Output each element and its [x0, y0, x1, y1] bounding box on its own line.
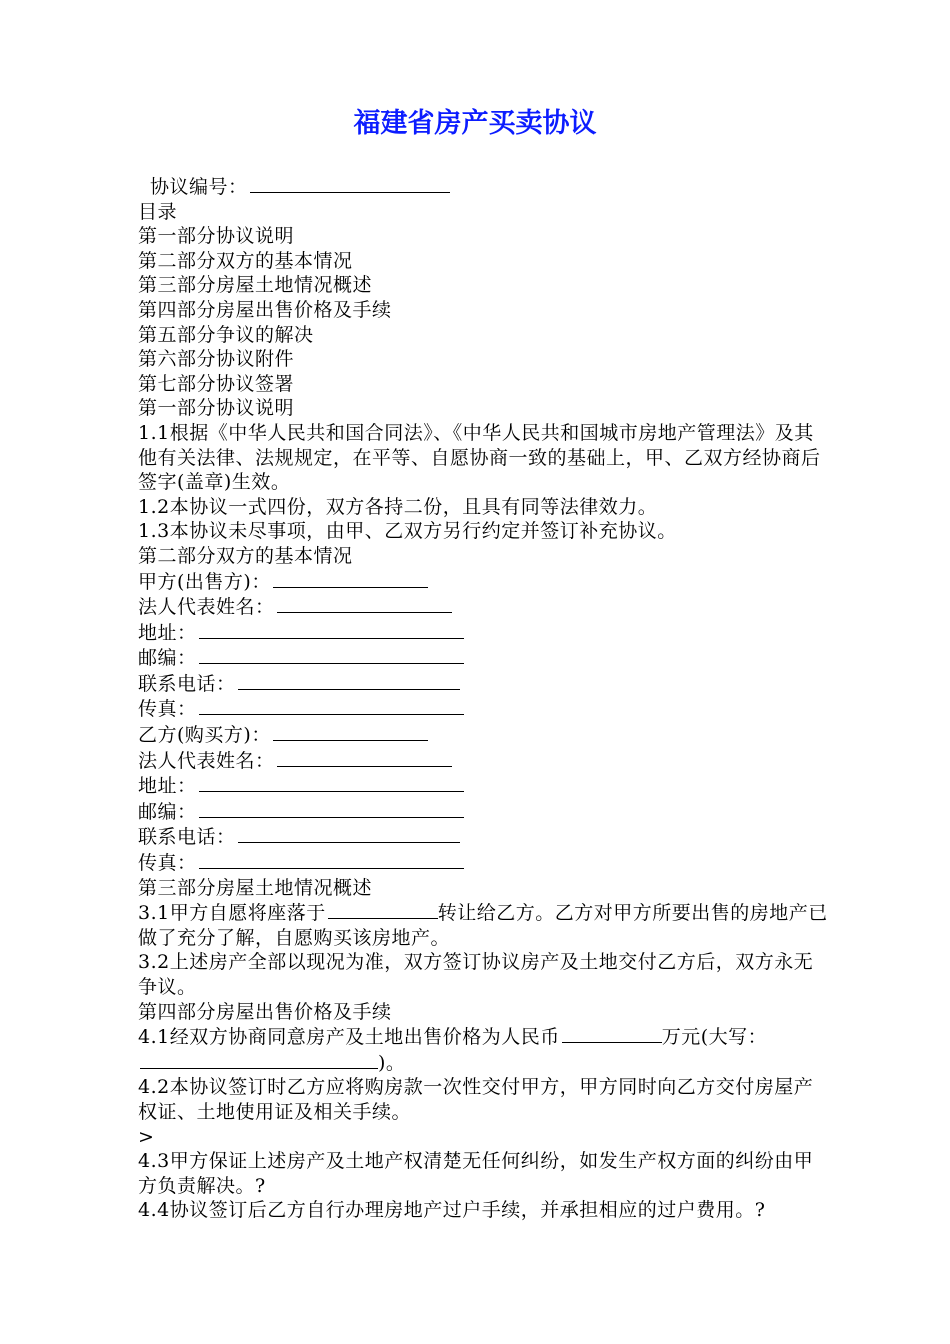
stray-mark: >: [138, 1125, 155, 1148]
toc-item: 第五部分争议的解决: [138, 323, 314, 346]
clause-4-1-text-a: 4.1经双方协商同意房产及土地出售价格为人民币: [138, 1026, 560, 1049]
clause-4-1-text-c: )。: [378, 1051, 406, 1074]
price-words-blank[interactable]: [140, 1050, 378, 1069]
party-a-postcode-line: [138, 645, 828, 671]
part4-heading: 第四部分房屋出售价格及手续: [138, 1000, 392, 1023]
party-b-fax-blank[interactable]: [199, 850, 464, 869]
party-a-address-blank[interactable]: [199, 620, 464, 639]
clause-3-1: [138, 900, 828, 950]
toc-item: 第二部分双方的基本情况: [138, 249, 353, 272]
party-a-phone-line: [138, 671, 828, 697]
party-b-line: [138, 722, 828, 748]
toc-label: 目录: [138, 200, 178, 223]
party-a-phone-blank[interactable]: [238, 671, 460, 690]
party-b-address-blank[interactable]: [199, 773, 464, 792]
phone-label: 联系电话：: [138, 826, 236, 849]
toc-item: 第六部分协议附件: [138, 348, 295, 371]
clause-1-1: 1.1根据《中华人民共和国合同法》、《中华人民共和国城市房地产管理法》及其他有关法律、法规规定，在平等、自愿协商一致的基础上，甲、乙双方经协商后签字(盖章)生效。: [138, 421, 821, 494]
party-b-postcode-line: [138, 799, 828, 825]
clause-1-3: 1.3本协议未尽事项，由甲、乙双方另行约定并签订补充协议。: [138, 520, 677, 543]
address-label: 地址：: [138, 775, 197, 798]
party-b-rep-line: [138, 748, 828, 774]
party-a-rep-line: [138, 594, 828, 620]
document-title: 福建省房产买卖协议: [353, 108, 597, 139]
party-a-blank[interactable]: [273, 569, 428, 588]
agreement-number-label: 协议编号：: [150, 176, 248, 198]
clause-4-1: [138, 1024, 828, 1075]
party-b-blank[interactable]: [273, 722, 428, 741]
agreement-number-line: [138, 174, 828, 200]
toc-item: 第四部分房屋出售价格及手续: [138, 298, 392, 321]
party-b-address-line: [138, 773, 828, 799]
clause-1-2: 1.2本协议一式四份，双方各持二份，且具有同等法律效力。: [138, 495, 658, 518]
clause-4-4: 4.4协议签订后乙方自行办理房地产过户手续，并承担相应的过户费用。?: [138, 1199, 766, 1222]
clause-3-1-text-b: 转让给乙方。乙方对甲方所要出售的房地产已做了充分了解，自愿购买该房地产。: [138, 902, 828, 949]
postcode-label: 邮编：: [138, 647, 197, 670]
party-b-label: 乙方(购买方)：: [138, 724, 271, 747]
agreement-number-blank[interactable]: [250, 174, 450, 193]
fax-label: 传真：: [138, 698, 197, 721]
party-a-fax-line: [138, 696, 828, 722]
party-b-rep-blank[interactable]: [277, 748, 452, 767]
fax-label: 传真：: [138, 852, 197, 875]
address-label: 地址：: [138, 621, 197, 644]
party-a-address-line: [138, 620, 828, 646]
document-body: [138, 174, 828, 1223]
party-b-phone-blank[interactable]: [238, 824, 460, 843]
price-number-blank[interactable]: [562, 1024, 662, 1043]
clause-4-2: 4.2本协议签订时乙方应将购房款一次性交付甲方，甲方同时向乙方交付房屋产权证、土地使用证及相关手续。: [138, 1076, 814, 1123]
clause-4-1-text-b: 万元(大写：: [661, 1026, 768, 1049]
party-a-fax-blank[interactable]: [199, 696, 464, 715]
property-location-blank[interactable]: [328, 900, 438, 919]
party-a-line: [138, 569, 828, 595]
part3-heading: 第三部分房屋土地情况概述: [138, 876, 373, 899]
clause-3-1-text-a: 3.1甲方自愿将座落于: [138, 902, 326, 925]
toc-item: 第七部分协议签署: [138, 372, 295, 395]
party-b-phone-line: [138, 824, 828, 850]
legal-rep-label: 法人代表姓名：: [138, 596, 275, 619]
party-b-postcode-blank[interactable]: [199, 799, 464, 818]
party-a-rep-blank[interactable]: [277, 594, 452, 613]
party-a-label: 甲方(出售方)：: [138, 570, 271, 593]
phone-label: 联系电话：: [138, 672, 236, 695]
postcode-label: 邮编：: [138, 800, 197, 823]
clause-3-2: 3.2上述房产全部以现况为准，双方签订协议房产及土地交付乙方后，双方永无争议。: [138, 951, 814, 998]
toc-item: 第三部分房屋土地情况概述: [138, 274, 373, 297]
party-a-postcode-blank[interactable]: [199, 645, 464, 664]
party-b-fax-line: [138, 850, 828, 876]
toc-item: 第一部分协议说明: [138, 225, 295, 248]
part1-heading: 第一部分协议说明: [138, 397, 295, 420]
part2-heading: 第二部分双方的基本情况: [138, 544, 353, 567]
legal-rep-label: 法人代表姓名：: [138, 749, 275, 772]
clause-4-3: 4.3甲方保证上述房产及土地产权清楚无任何纠纷，如发生产权方面的纠纷由甲方负责解决。?: [138, 1150, 814, 1197]
